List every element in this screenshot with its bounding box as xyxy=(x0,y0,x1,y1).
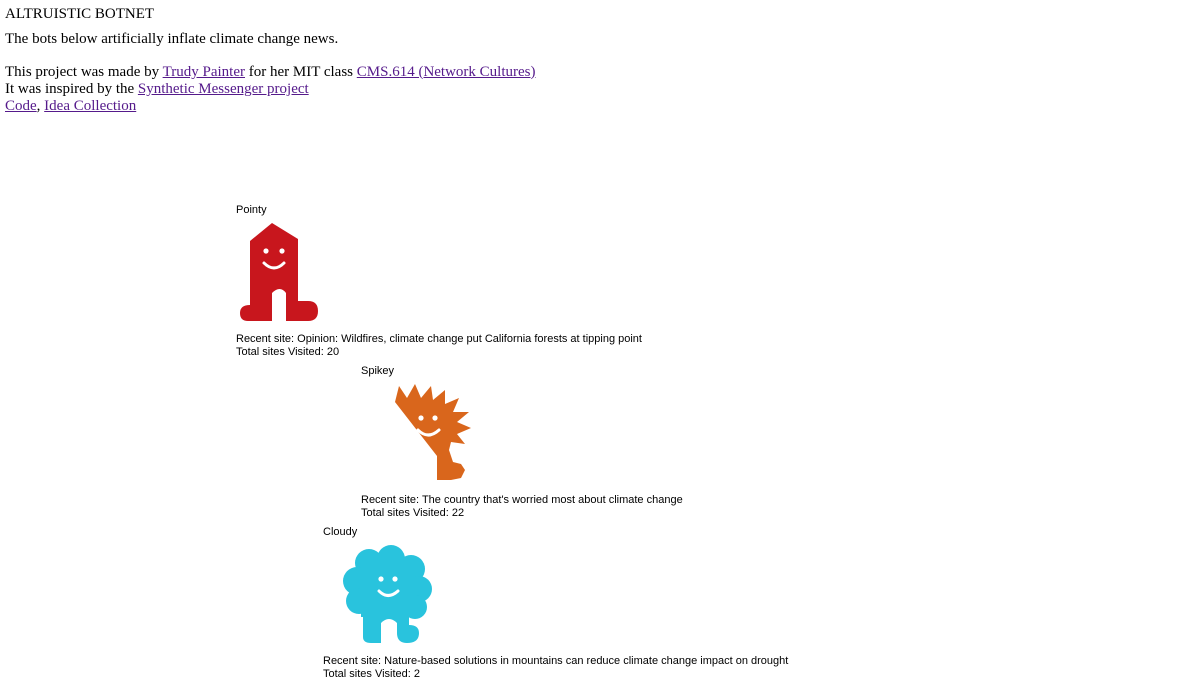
page-description: The bots below artificially inflate climate change news. xyxy=(5,31,339,47)
bot-info xyxy=(236,333,642,359)
credit-line xyxy=(5,64,536,81)
credit-prefix: This project was made by xyxy=(5,64,163,80)
recent-site-label: Recent site: xyxy=(236,333,298,345)
recent-site-line xyxy=(323,655,788,668)
bot-name: Pointy xyxy=(236,204,267,216)
total-sites-label: Total sites Visited: xyxy=(361,507,452,519)
total-sites-label: Total sites Visited: xyxy=(236,346,327,358)
idea-collection-link[interactable]: Idea Collection xyxy=(44,98,137,114)
credit-middle: for her MIT class xyxy=(244,64,357,80)
total-sites-count: 22 xyxy=(451,507,465,519)
recent-site-label: Recent site: xyxy=(323,655,385,667)
recent-site: Opinion: Wildfires, climate change put California forests at tipping point xyxy=(297,333,642,345)
code-link[interactable]: Code xyxy=(5,98,37,114)
total-sites-line xyxy=(361,507,683,520)
bot-info xyxy=(361,494,683,520)
total-sites-line xyxy=(236,346,642,359)
total-sites-label: Total sites Visited: xyxy=(323,668,414,680)
bot-card-pointy xyxy=(236,204,642,359)
inspired-prefix: It was inspired by the xyxy=(5,81,138,97)
class-link[interactable]: CMS.614 (Network Cultures) xyxy=(356,64,536,80)
total-sites-line xyxy=(323,668,788,681)
page-header xyxy=(5,6,536,115)
synthetic-messenger-link[interactable]: Synthetic Messenger project xyxy=(137,81,309,97)
spikey-icon xyxy=(361,380,481,488)
bot-card-spikey xyxy=(361,365,683,520)
inspired-line xyxy=(5,81,536,98)
links-line xyxy=(5,98,536,115)
author-link[interactable]: Trudy Painter xyxy=(162,64,245,80)
recent-site: Nature-based solutions in mountains can reduce climate change impact on drought xyxy=(384,655,789,667)
pointy-icon xyxy=(236,219,326,327)
bot-name: Cloudy xyxy=(323,526,358,538)
total-sites-count: 2 xyxy=(413,668,421,680)
recent-site-line xyxy=(236,333,642,346)
bot-card-cloudy xyxy=(323,526,788,681)
links-separator: , xyxy=(36,98,45,114)
total-sites-count: 20 xyxy=(326,346,340,358)
cloudy-icon xyxy=(323,541,443,649)
page-title: ALTRUISTIC BOTNET xyxy=(5,6,155,22)
bot-info xyxy=(323,655,788,681)
bot-name: Spikey xyxy=(361,365,395,377)
recent-site: The country that's worried most about climate change xyxy=(421,494,683,506)
recent-site-label: Recent site: xyxy=(361,494,422,506)
recent-site-line xyxy=(361,494,683,507)
